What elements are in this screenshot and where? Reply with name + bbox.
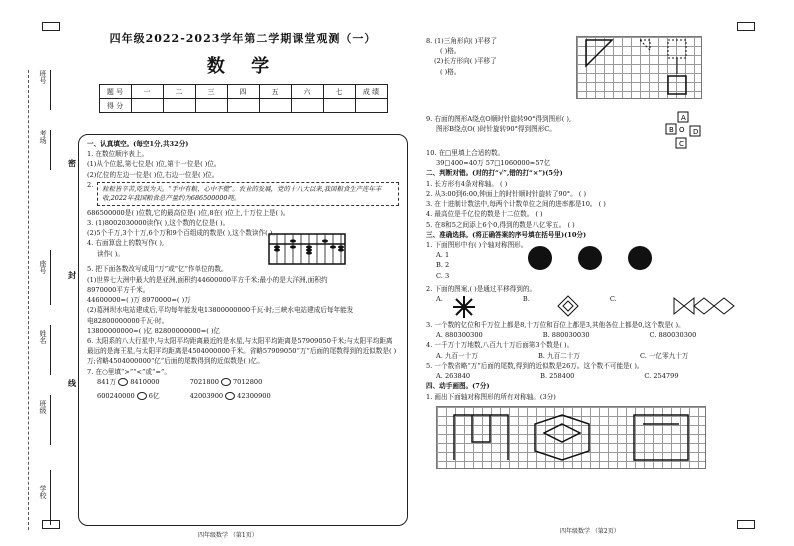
fill-line: [50, 70, 51, 110]
score-header-cell: 四: [227, 85, 259, 99]
seal-mark: 密: [68, 158, 76, 168]
bolt-symbol-icon: [528, 246, 552, 270]
question-text: (1)从个位起,第七位是( )位,第十一位是( )位。: [87, 160, 221, 169]
question-text: 1. 下面图形中有( )个轴对称图形。: [426, 240, 528, 249]
compare-item: [97, 377, 160, 387]
score-header-cell: 三: [195, 85, 227, 99]
section-heading: 四、动手画图。(7分): [426, 382, 490, 391]
abacus-figure: [267, 232, 347, 266]
score-cell[interactable]: [195, 99, 227, 113]
compare-circle[interactable]: [221, 378, 231, 386]
compare-item: [190, 391, 271, 401]
line-mark: 线: [68, 378, 76, 388]
translation-shapes: [576, 36, 702, 99]
quote-box: 粒粒皆辛苦,吃饭为天。“手中有粮、心中不慌”。农业的发展，党的十八大以来,我国粮食生产连年丰收,2022年我国粮食总产量约为686500000吨。: [97, 182, 399, 206]
option: C. 3: [436, 271, 450, 280]
question-text: 图形B绕点O( )时针旋转90°得到图形C。: [436, 125, 556, 134]
option: C. 一亿零九十万: [639, 351, 689, 360]
cut-line: [28, 70, 29, 530]
option: B.: [522, 295, 530, 304]
compare-left: 42003900: [189, 392, 224, 401]
score-header-cell: 成 绩: [355, 85, 387, 99]
question-text: 4. 右面算盘上的数写作( ),: [87, 239, 165, 248]
option: B. 2: [436, 261, 450, 270]
option: B. 258400: [540, 372, 575, 381]
fill-line: [50, 470, 51, 525]
page-left: [78, 30, 408, 540]
registration-mark: [737, 22, 755, 31]
question-text: 读作( )。: [97, 249, 125, 258]
option: A. 九百一十万: [436, 351, 478, 360]
question-text: 1. 画出下面轴对称图形的所有对称轴。(3分): [426, 392, 556, 401]
score-header-cell: 二: [163, 85, 195, 99]
judge-item: 2. 从3:00到6:00,钟面上的时针顺时针旋转了90°。 ( ): [426, 189, 587, 198]
page-footer: 四年级数学 （第2页）: [560, 528, 620, 535]
question-text: 8. (1)三角形向( )平移了: [426, 37, 498, 45]
score-cell[interactable]: [131, 99, 163, 113]
ring-symbol-icon: [578, 246, 602, 270]
question-text: (2)5个千万,3个十万,6个万和9个百组成的数是( ),这个数读作( )。: [87, 229, 279, 238]
compare-left: 600240000: [97, 392, 135, 401]
option: A.: [436, 295, 443, 304]
judge-item: 3. 在十进制计数法中,每两个计数单位之间的进率都是10。 ( ): [426, 200, 606, 209]
judge-item: 1. 长方形有4条对称轴。 ( ): [426, 179, 508, 188]
question-text: 39□400≈40万 57□1060000≈57亿: [436, 159, 551, 168]
side-label-school: 学校: [39, 485, 47, 499]
question-text: 5. 一个数省略“万”后面的尾数,得到的近似数是26万。这个数不可能是( )。: [426, 361, 644, 370]
question-text: 4. 一千万十万地数,八百九十万后面第3个数是( )。: [426, 341, 574, 350]
option: C. 880030300: [649, 331, 697, 340]
side-label-grade: 班号: [39, 70, 47, 84]
rotation-label: O: [679, 126, 685, 134]
question-text: (2)葛洲坝水电站建成后,平均每年能发电13800000000千瓦·时;三峡水电站建成后每年能发: [87, 306, 354, 315]
score-header-cell: 题 号: [99, 85, 131, 99]
fill-line: [50, 325, 51, 375]
compare-left: 7021800: [189, 377, 219, 386]
score-header-cell: 一: [131, 85, 163, 99]
judge-item: 4. 最高位是千亿位的数是十二位数。 ( ): [426, 210, 543, 219]
question-text: ( )格。: [440, 47, 461, 56]
question-text: 8970000平方千米。: [87, 285, 150, 294]
question-text: 2. 下面的图案,( )是通过平移得到的。: [426, 284, 537, 293]
side-label-class: 班级: [39, 400, 47, 414]
binding-strip: [8, 70, 76, 530]
rotation-label: B: [669, 126, 674, 134]
fill-line: [50, 395, 51, 445]
section-heading: 二、判断对错。(对的打“√”,错的打“×”)(5分): [426, 169, 563, 178]
option: B. 880030030: [542, 331, 590, 340]
option: B. 九百二十万: [537, 351, 580, 360]
option: C. 254799: [644, 372, 679, 381]
question-text: 3. (1)8002030000读作( ),这个数的亿位是( )。: [87, 219, 230, 228]
page-right: [420, 32, 772, 535]
compare-right: 42300900: [237, 392, 271, 401]
compare-right: 7012800: [232, 377, 263, 386]
question-text: 电82800000000千瓦·时。: [87, 316, 169, 325]
question-text: 13800000000=( )亿 82800000000=( )亿: [87, 326, 221, 335]
rotation-label: A: [681, 114, 686, 122]
rotation-label: C: [679, 140, 684, 148]
score-cell[interactable]: [259, 99, 291, 113]
judge-item: 5. 在8和5之间添上6个0,得到的数是八亿零五。 ( ): [426, 220, 575, 229]
fill-line: [50, 130, 51, 170]
question-text: 10. 在□里填上合适的数。: [426, 149, 505, 157]
compare-right: 8410000: [130, 377, 160, 386]
option: A. 880300300: [436, 331, 483, 340]
score-row-label: 得 分: [99, 99, 131, 113]
score-cell[interactable]: [355, 99, 387, 113]
question-text: 9. 右面的图形A绕点O顺时针旋转90°得到图形( ),: [426, 115, 572, 123]
question-text: (1)世界七大洲中最大的是亚洲,面积约44600000平方千米;最小的是大洋洲,面积约: [87, 275, 328, 284]
question-text: 7. 在○里填“>”“<”或“=”。: [87, 367, 171, 376]
question-text: 5. 把下面各数改写成用“万”或“亿”作单位的数。: [87, 265, 228, 274]
compare-left: 841万: [97, 377, 117, 386]
section-box: [78, 134, 408, 526]
symmetry-shapes: [436, 406, 706, 469]
question-text: ( )格。: [440, 67, 461, 76]
score-header-cell: 六: [291, 85, 323, 99]
side-label-exam: 考场: [39, 130, 47, 144]
score-header-cell: 五: [259, 85, 291, 99]
question-text: (2)亿位的左边一位是( )位,右边一位是( )位。: [87, 170, 219, 179]
exam-title: 四年级2022-2023学年第二学期课堂观测（一）: [109, 32, 377, 45]
question-number: 2.: [87, 180, 94, 189]
compare-item: [190, 377, 263, 387]
rotation-label: D: [693, 128, 699, 136]
score-table: [99, 84, 388, 113]
question-text: 44600000=( )万 8970000=( )万: [87, 296, 191, 305]
compare-circle[interactable]: [118, 378, 128, 386]
option: A. 263840: [436, 372, 471, 381]
option: C.: [609, 295, 617, 304]
compare-right: 6亿: [148, 392, 160, 401]
rotation-figure: [654, 110, 714, 154]
side-label-name: 姓名: [39, 330, 47, 344]
section-box-right: [420, 32, 770, 528]
score-header-cell: 七: [323, 85, 355, 99]
score-cell[interactable]: [291, 99, 323, 113]
question-text: (2)长方形向( )平移了: [434, 57, 497, 66]
registration-mark: [42, 22, 60, 31]
question-text: 1. 在数位顺序表上。: [87, 150, 149, 159]
subject-title: 数 学: [206, 56, 280, 77]
fill-line: [50, 250, 51, 305]
option: A. 1: [436, 251, 450, 260]
section-heading: 一、认真填空。(每空1分,共32分): [87, 140, 189, 148]
compare-circle[interactable]: [225, 392, 235, 400]
fan-symbol-icon: [628, 246, 652, 270]
compare-circle[interactable]: [137, 392, 147, 400]
question-text: 686500000是( )位数,它的最高位是( )位,8在( )位上,十万位上是( )。: [87, 208, 290, 217]
pattern-figures: [450, 294, 750, 320]
question-text: 6. 太阳系的八大行星中,与太阳平均距离最近的是水星,与太阳平均距离是57909050千米;与太阳平均距离最远的是海王星,与太阳平均距离是4504000000千米。省略57909050“万”后面的尾数得到的近似数是( )万;省略4504000000“亿”后面的尾数得到的近似数是( )亿。: [87, 337, 397, 366]
bind-mark: 封: [68, 270, 76, 280]
score-cell[interactable]: [323, 99, 355, 113]
page-footer: 四年级数学 （第1页）: [198, 532, 258, 539]
side-label-seat: 座号: [39, 260, 47, 274]
section-heading: 三、准确选择。(将正确答案的序号填在括号里)(10分): [426, 230, 587, 239]
score-cell[interactable]: [227, 99, 259, 113]
compare-item: [97, 391, 160, 401]
score-cell[interactable]: [163, 99, 195, 113]
question-text: 3. 一个数的亿位和千万位上都是8,十万位和百位上都是3,其他各位上都是0,这个数是( )。: [426, 320, 685, 329]
